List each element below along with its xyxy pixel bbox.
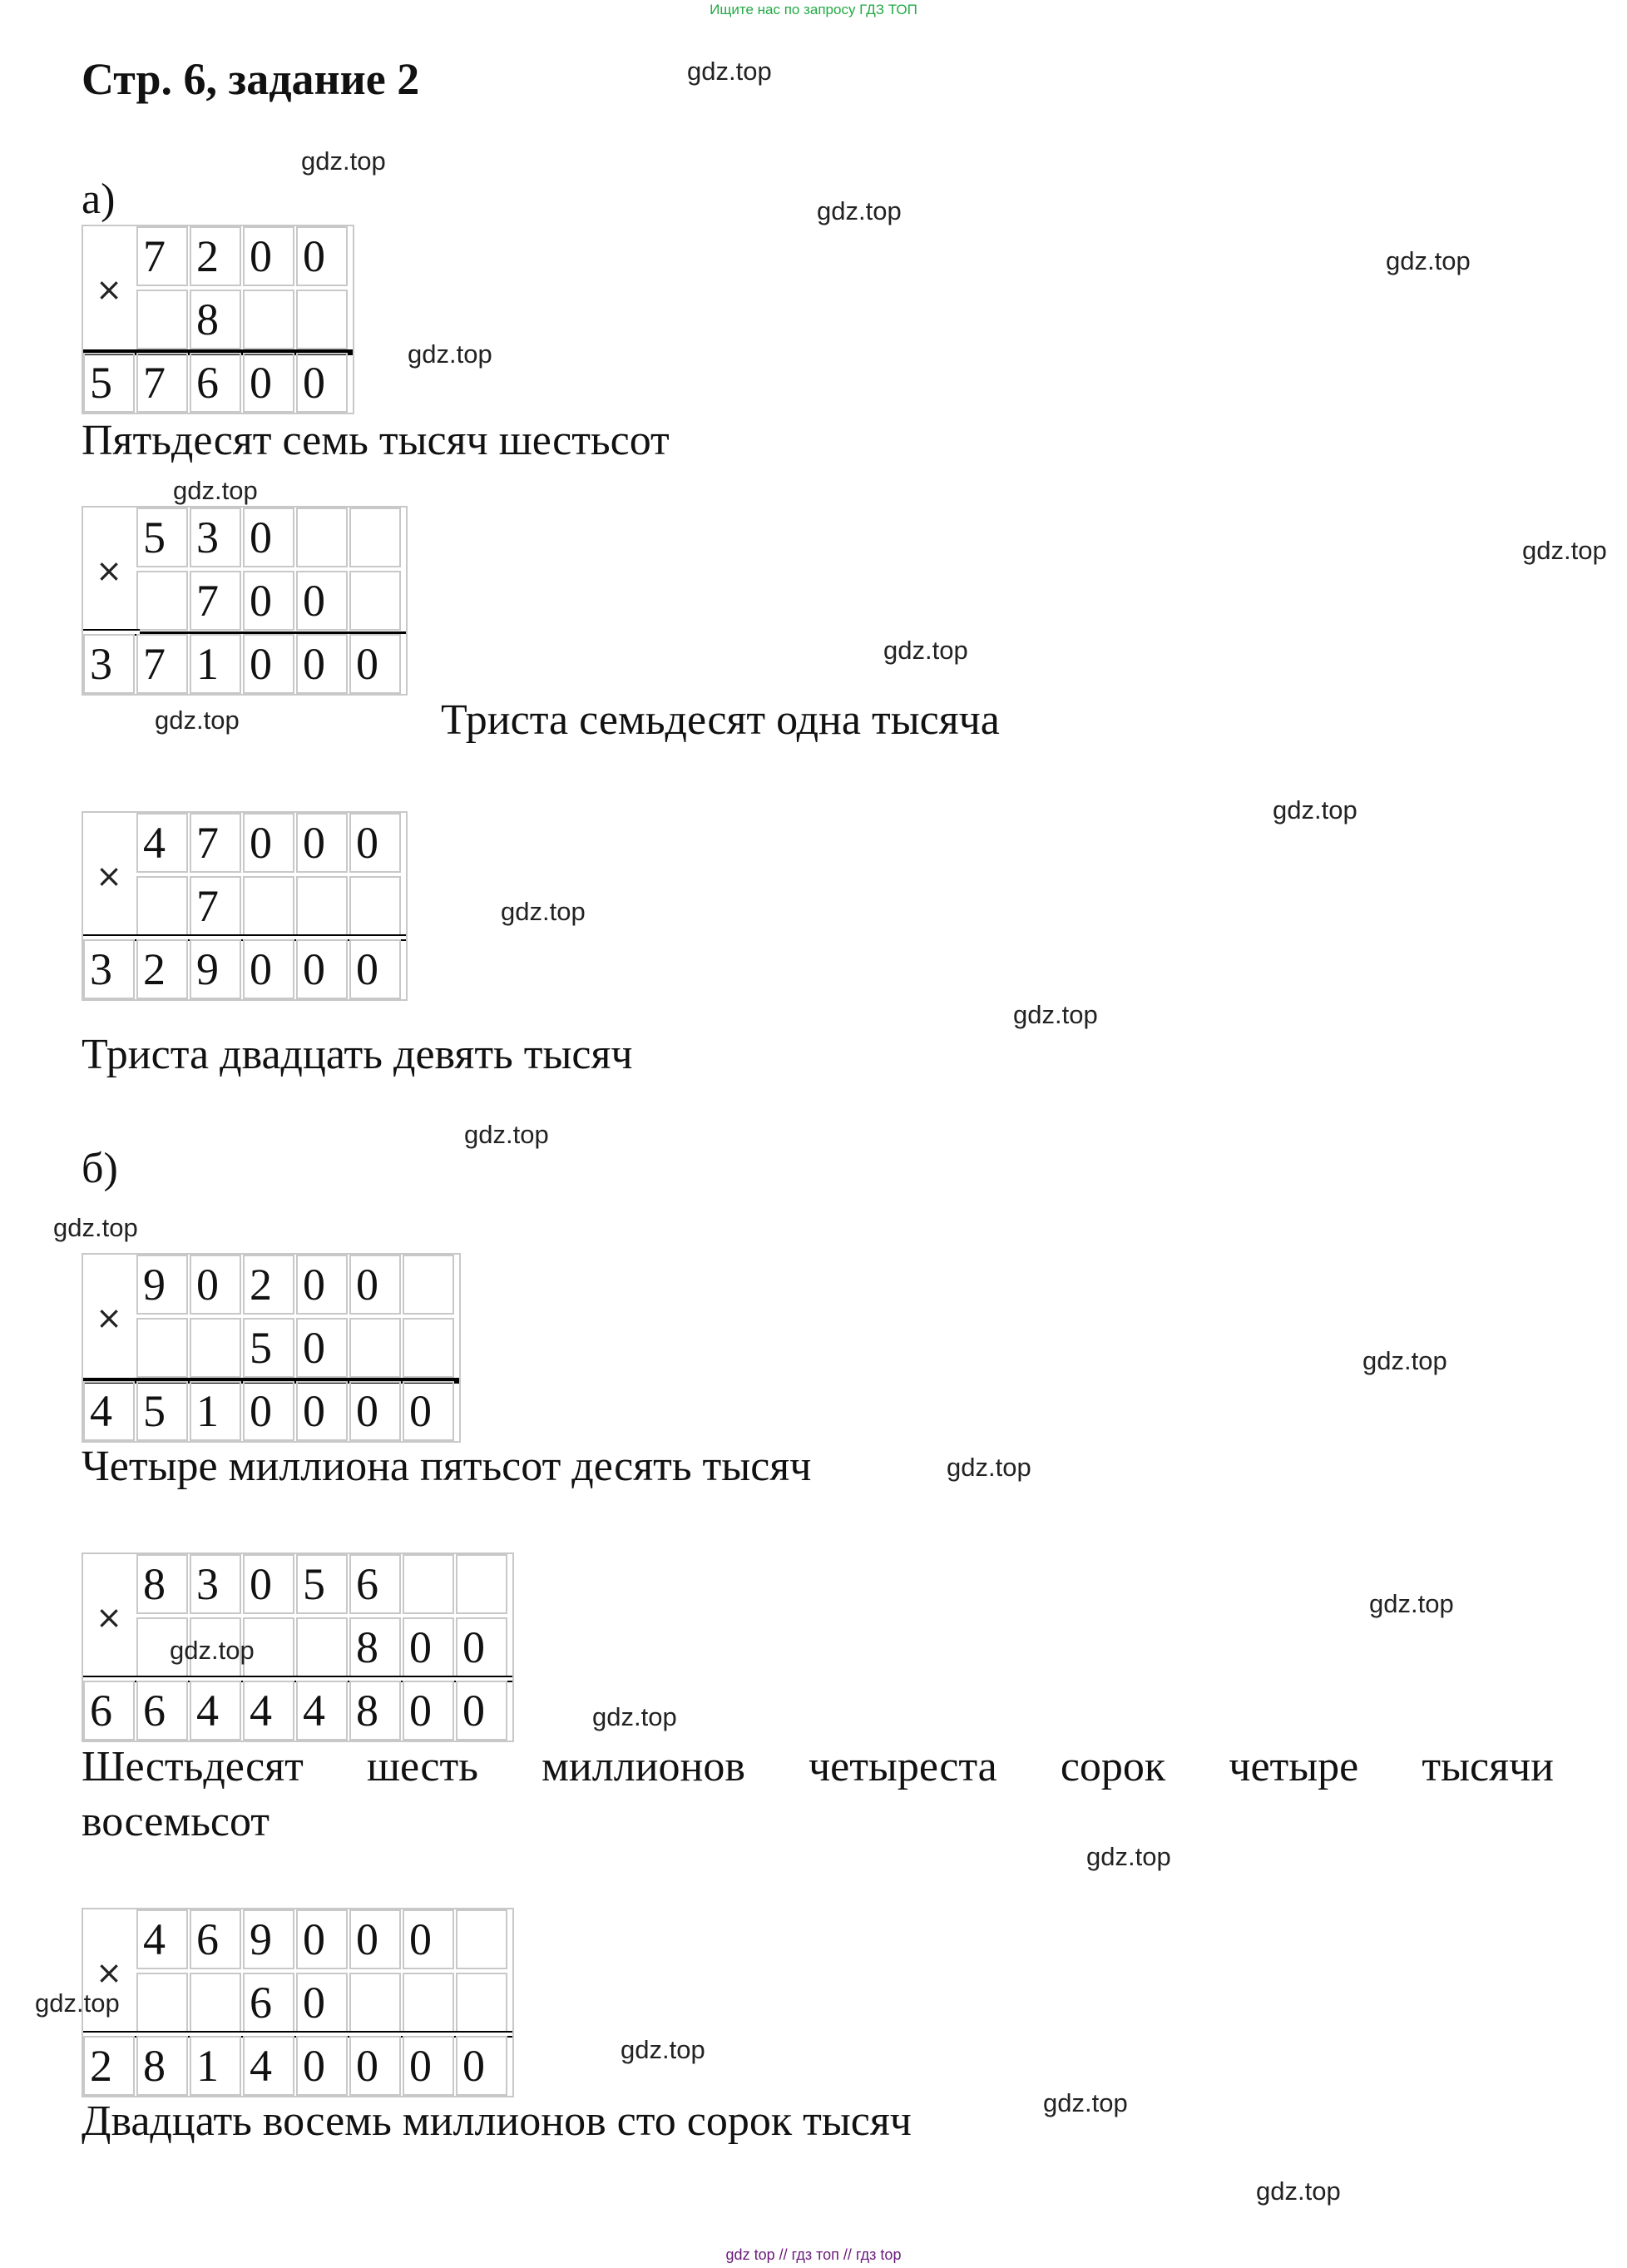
watermark[interactable]: gdz.top — [501, 897, 586, 926]
result-row — [83, 2036, 509, 2096]
digit-cell: 9 — [243, 1909, 294, 1969]
multiplicand-row — [136, 1554, 509, 1614]
digit-cell: 0 — [296, 1973, 348, 2033]
digit-cell: 9 — [136, 1255, 188, 1315]
digit-cell: 0 — [456, 1681, 507, 1741]
answer-words-5-line1: Шестьдесят шесть миллионов четыреста сорок четыре тысячи — [82, 1743, 1554, 1790]
answer-words-3: Триста двадцать девять тысяч — [82, 1031, 633, 1078]
digit-cell: 1 — [190, 2036, 241, 2096]
watermark[interactable]: gdz.top — [170, 1636, 255, 1665]
digit-cell: 0 — [296, 1381, 348, 1441]
digit-cell — [403, 1255, 454, 1315]
digit-cell: 0 — [296, 1255, 348, 1315]
digit-cell: 5 — [83, 353, 135, 413]
digit-cell: 0 — [349, 1909, 401, 1969]
digit-cell: 0 — [190, 1255, 241, 1315]
digit-cell — [349, 1973, 401, 2033]
digit-cell: 0 — [243, 571, 294, 631]
multiply-sign: × — [96, 1954, 122, 1991]
digit-cell — [296, 508, 348, 567]
watermark[interactable]: gdz.top — [1362, 1346, 1447, 1375]
digit-cell: 0 — [243, 1554, 294, 1614]
multiplication-grid-2 — [82, 506, 408, 696]
digit-cell: 6 — [190, 353, 241, 413]
digit-cell — [243, 876, 294, 936]
digit-cell — [403, 1973, 454, 2033]
result-row — [83, 353, 349, 413]
watermark[interactable]: gdz.top — [1369, 1589, 1454, 1618]
multiplicand-row — [136, 226, 349, 286]
digit-cell — [349, 876, 401, 936]
multiplier-row — [136, 571, 403, 631]
watermark[interactable]: gdz.top — [592, 1702, 677, 1731]
part-b-label: б) — [82, 1145, 118, 1192]
digit-cell: 0 — [243, 813, 294, 873]
multiply-sign: × — [96, 1599, 122, 1636]
digit-cell: 0 — [296, 1318, 348, 1378]
digit-cell: 4 — [296, 1681, 348, 1741]
digit-cell — [349, 571, 401, 631]
result-row — [83, 634, 403, 694]
digit-cell: 6 — [243, 1973, 294, 2033]
multiply-sign: × — [96, 1300, 122, 1336]
result-row — [83, 1381, 456, 1441]
digit-cell: 0 — [243, 1381, 294, 1441]
digit-cell: 9 — [190, 939, 241, 999]
digit-cell: 0 — [349, 1255, 401, 1315]
digit-cell — [190, 1318, 241, 1378]
digit-cell: 4 — [136, 813, 188, 873]
answer-words-4: Четыре миллиона пятьсот десять тысяч — [82, 1443, 812, 1490]
answer-words-6: Двадцать восемь миллионов сто сорок тысяч — [82, 2097, 912, 2145]
watermark[interactable]: gdz.top — [883, 636, 968, 665]
multiplicand-row — [136, 813, 403, 873]
watermark[interactable]: gdz.top — [1273, 795, 1357, 825]
digit-cell: 3 — [190, 508, 241, 567]
digit-cell: 0 — [296, 1909, 348, 1969]
digit-cell: 0 — [349, 634, 401, 694]
page-title: Стр. 6, задание 2 — [82, 54, 420, 104]
multiplicand-row — [136, 1255, 456, 1315]
digit-cell — [456, 1554, 507, 1614]
digit-cell: 0 — [403, 1381, 454, 1441]
multiplier-row — [136, 290, 349, 349]
digit-cell: 7 — [136, 634, 188, 694]
digit-cell: 2 — [243, 1255, 294, 1315]
digit-cell: 0 — [296, 353, 348, 413]
digit-cell: 6 — [136, 1681, 188, 1741]
digit-cell: 3 — [83, 634, 135, 694]
digit-cell: 8 — [136, 2036, 188, 2096]
digit-cell — [136, 876, 188, 936]
multiplicand-row — [136, 508, 403, 567]
watermark[interactable]: gdz.top — [1086, 1842, 1171, 1871]
digit-cell: 4 — [136, 1909, 188, 1969]
top-banner-link[interactable]: Ищите нас по запросу ГДЗ ТОП — [710, 2, 917, 17]
watermark[interactable]: gdz.top — [817, 196, 902, 225]
digit-cell: 7 — [136, 226, 188, 286]
multiplication-grid-6 — [82, 1908, 514, 2097]
digit-cell: 7 — [190, 813, 241, 873]
digit-cell: 4 — [83, 1381, 135, 1441]
digit-cell: 0 — [243, 226, 294, 286]
multiplication-grid-4 — [82, 1253, 461, 1443]
digit-cell: 5 — [296, 1554, 348, 1614]
watermark[interactable]: gdz.top — [53, 1213, 138, 1242]
digit-cell — [136, 1318, 188, 1378]
answer-words-2: Триста семьдесят одна тысяча — [441, 696, 1000, 744]
digit-cell — [403, 1318, 454, 1378]
watermark[interactable]: gdz.top — [301, 146, 386, 176]
digit-cell — [403, 1554, 454, 1614]
answer-words-5-line2: восемьсот — [82, 1798, 270, 1845]
digit-cell: 4 — [190, 1681, 241, 1741]
digit-cell: 8 — [190, 290, 241, 349]
digit-cell: 6 — [349, 1554, 401, 1614]
multiplier-row — [136, 876, 403, 936]
watermark[interactable]: gdz.top — [687, 57, 772, 86]
watermark[interactable]: gdz.top — [1256, 2176, 1341, 2206]
multiplication-grid-3 — [82, 811, 408, 1001]
digit-cell: 0 — [296, 226, 348, 286]
digit-cell: 0 — [296, 571, 348, 631]
multiplicand-row — [136, 1909, 509, 1969]
digit-cell: 8 — [136, 1554, 188, 1614]
digit-cell: 5 — [136, 1381, 188, 1441]
digit-cell: 0 — [403, 1909, 454, 1969]
digit-cell: 8 — [349, 1617, 401, 1677]
digit-cell: 0 — [456, 2036, 507, 2096]
answer-words-1: Пятьдесят семь тысяч шестьсот — [82, 417, 670, 464]
digit-cell: 6 — [83, 1681, 135, 1741]
result-row — [83, 939, 403, 999]
multiply-sign: × — [96, 858, 122, 894]
digit-cell — [349, 508, 401, 567]
digit-cell — [136, 571, 188, 631]
watermark[interactable]: gdz.top — [408, 339, 492, 369]
digit-cell — [456, 1973, 507, 2033]
digit-cell — [136, 290, 188, 349]
digit-cell: 4 — [243, 1681, 294, 1741]
digit-cell: 0 — [349, 1381, 401, 1441]
digit-cell: 0 — [456, 1617, 507, 1677]
digit-cell: 0 — [403, 1681, 454, 1741]
digit-cell: 1 — [190, 634, 241, 694]
multiply-sign: × — [96, 271, 122, 308]
digit-cell: 2 — [190, 226, 241, 286]
footer-links[interactable]: gdz top // гдз топ // гдз top — [725, 2246, 902, 2263]
watermark[interactable]: gdz.top — [155, 706, 240, 735]
multiplier-row — [136, 1318, 456, 1378]
digit-cell — [296, 290, 348, 349]
digit-cell: 2 — [136, 939, 188, 999]
digit-cell: 7 — [190, 571, 241, 631]
result-row — [83, 1681, 509, 1741]
digit-cell — [243, 290, 294, 349]
digit-cell — [136, 1973, 188, 2033]
digit-cell: 3 — [190, 1554, 241, 1614]
part-a-label: а) — [82, 176, 116, 223]
digit-cell: 0 — [243, 508, 294, 567]
watermark[interactable]: gdz.top — [173, 476, 258, 505]
digit-cell: 0 — [403, 2036, 454, 2096]
digit-cell: 0 — [243, 634, 294, 694]
digit-cell — [349, 1318, 401, 1378]
digit-cell: 5 — [136, 508, 188, 567]
watermark[interactable]: gdz.top — [621, 2035, 705, 2064]
digit-cell: 4 — [243, 2036, 294, 2096]
multiplier-row — [136, 1973, 509, 2033]
digit-cell: 3 — [83, 939, 135, 999]
watermark[interactable]: gdz.top — [1043, 2088, 1128, 2117]
digit-cell: 5 — [243, 1318, 294, 1378]
digit-cell: 0 — [243, 353, 294, 413]
digit-cell: 0 — [243, 939, 294, 999]
digit-cell: 7 — [136, 353, 188, 413]
digit-cell: 6 — [190, 1909, 241, 1969]
digit-cell: 0 — [296, 813, 348, 873]
digit-cell: 1 — [190, 1381, 241, 1441]
multiplication-grid-1 — [82, 225, 354, 414]
watermark[interactable]: gdz.top — [1386, 246, 1471, 275]
digit-cell: 0 — [296, 634, 348, 694]
digit-cell: 0 — [349, 813, 401, 873]
digit-cell: 0 — [403, 1617, 454, 1677]
watermark[interactable]: gdz.top — [1013, 1000, 1098, 1029]
digit-cell: 7 — [190, 876, 241, 936]
digit-cell: 0 — [349, 2036, 401, 2096]
digit-cell: 0 — [296, 939, 348, 999]
digit-cell — [296, 1617, 348, 1677]
watermark[interactable]: gdz.top — [464, 1120, 549, 1149]
digit-cell — [296, 876, 348, 936]
watermark[interactable]: gdz.top — [947, 1453, 1031, 1482]
watermark[interactable]: gdz.top — [1522, 536, 1607, 565]
digit-cell: 0 — [296, 2036, 348, 2096]
digit-cell — [456, 1909, 507, 1969]
digit-cell — [190, 1973, 241, 2033]
digit-cell: 2 — [83, 2036, 135, 2096]
digit-cell: 8 — [349, 1681, 401, 1741]
digit-cell: 0 — [349, 939, 401, 999]
watermark[interactable]: gdz.top — [35, 1988, 120, 2018]
multiply-sign: × — [96, 552, 122, 589]
multiplication-grid-5 — [82, 1552, 514, 1742]
